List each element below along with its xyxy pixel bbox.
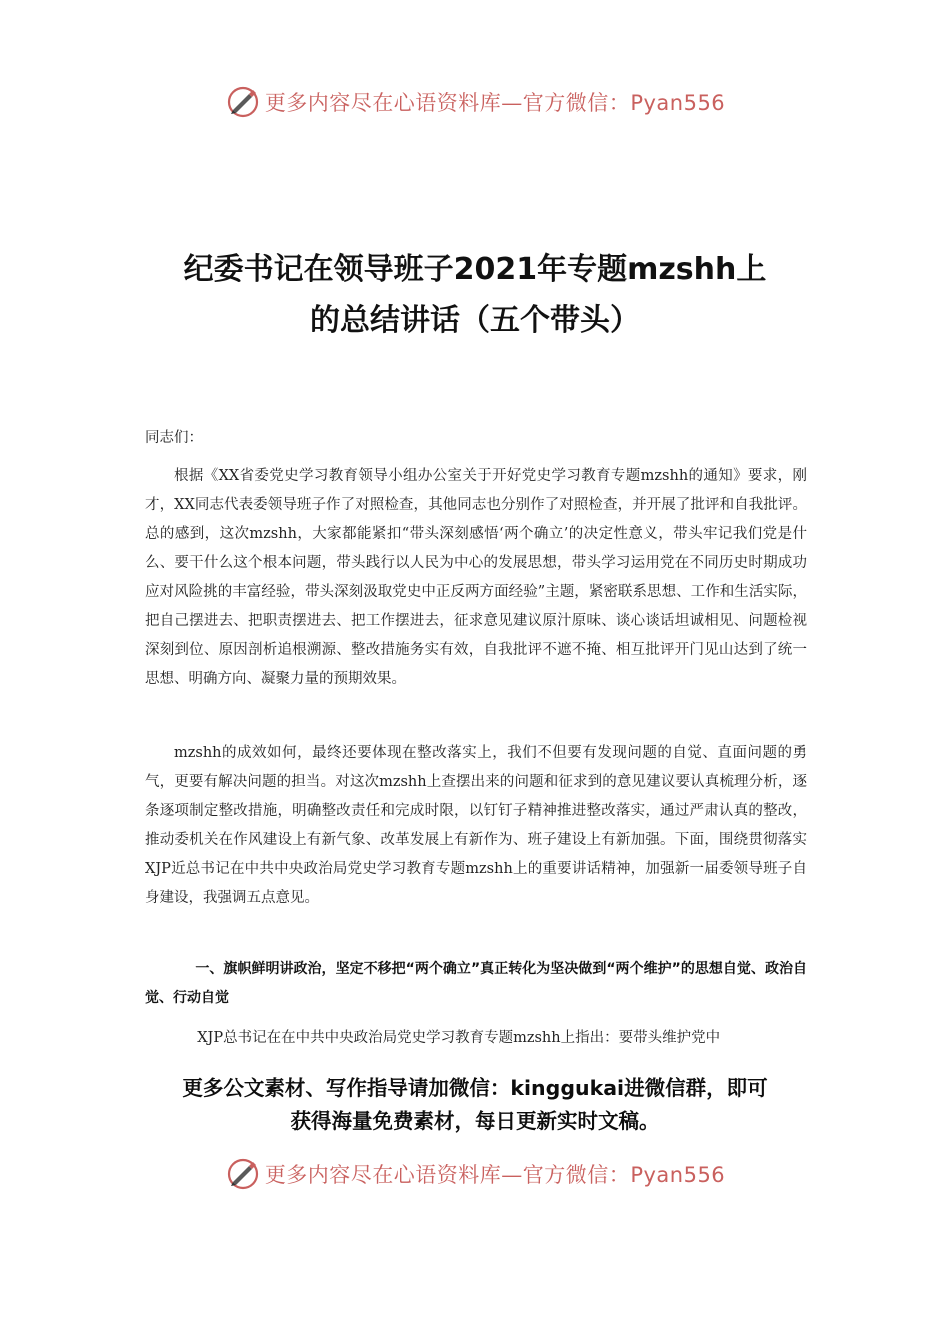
banner-wechat: Pyan556 [630,1163,726,1187]
paragraph-3: XJP总书记在在中共中央政治局党史学习教育专题mzshh上指出：要带头维护党中 [197,1030,721,1046]
section-heading-1: 一、旗帜鲜明讲政治，坚定不移把“两个确立”真正转化为坚决做到“两个维护”的思想自觉、政治自觉、行动自觉 [145,961,807,1006]
banner-text: 更多内容尽在心语资料库—官方微信：Pyan556 [264,1163,726,1187]
promo-line-1: 更多公文素材、写作指导请加微信：kinggukai进微信群，即可 [182,1076,768,1100]
title-line-1: 纪委书记在领导班子2021年专题mzshh上 [183,252,767,287]
title-line-2: 的总结讲话（五个带头） [310,303,640,338]
banner-wechat: Pyan556 [630,91,726,115]
footer-banner [0,1152,950,1196]
promo-line-2: 获得海量免费素材，每日更新实时文稿。 [290,1109,660,1133]
page-title [120,244,830,346]
paragraph-1: 根据《XX省委党史学习教育领导小组办公室关于开好党史学习教育专题mzshh的通知》要求，刚才，XX同志代表委领导班子作了对照检查，其他同志也分别作了对照检查，并开展了批评和自我批评。总的感到，这次mzshh，大家都能紧扣“带头深刻感悟‘两个确立’的决定性意义，带头牢记我们党是什么、要干什么这个根本问题，带头践行以人民为中心的发展思想，带头学习运用党在不同历史时期成功应对风险挑的丰富经验，带头深刻汲取党史中正反两方面经验”主题，紧密联系思想、工作和生活实际，把自己摆进去、把职责摆进去、把工作摆进去，征求意见建议原汁原味、谈心谈话坦诚相见、问题检视深刻到位、原因剖析追根溯源、整改措施务实有效，自我批评不遮不掩、相互批评开门见山达到了统一思想、明确方向、凝聚力量的预期效果。 [145,468,807,687]
header-banner [0,80,950,124]
banner-text: 更多内容尽在心语资料库—官方微信：Pyan556 [264,91,726,115]
pen-logo-icon [225,1156,261,1192]
paragraph-2: mzshh的成效如何，最终还要体现在整改落实上，我们不但要有发现问题的自觉、直面问题的勇气，更要有解决问题的担当。对这次mzshh上查摆出来的问题和征求到的意见建议要认真梳理分析，逐条逐项制定整改措施，明确整改责任和完成时限，以钉钉子精神推进整改落实，通过严肃认真的整改，推动委机关在作风建设上有新气象、改革发展上有新作为、班子建设上有新加强。下面，围绕贯彻落实XJP近总书记在中共中央政治局党史学习教育专题mzshh上的重要讲话精神，加强新一届委领导班子自身建设，我强调五点意见。 [145,745,807,906]
salutation: 同志们： [145,430,203,446]
pen-logo-icon [225,84,261,120]
promo-text [100,1072,850,1138]
